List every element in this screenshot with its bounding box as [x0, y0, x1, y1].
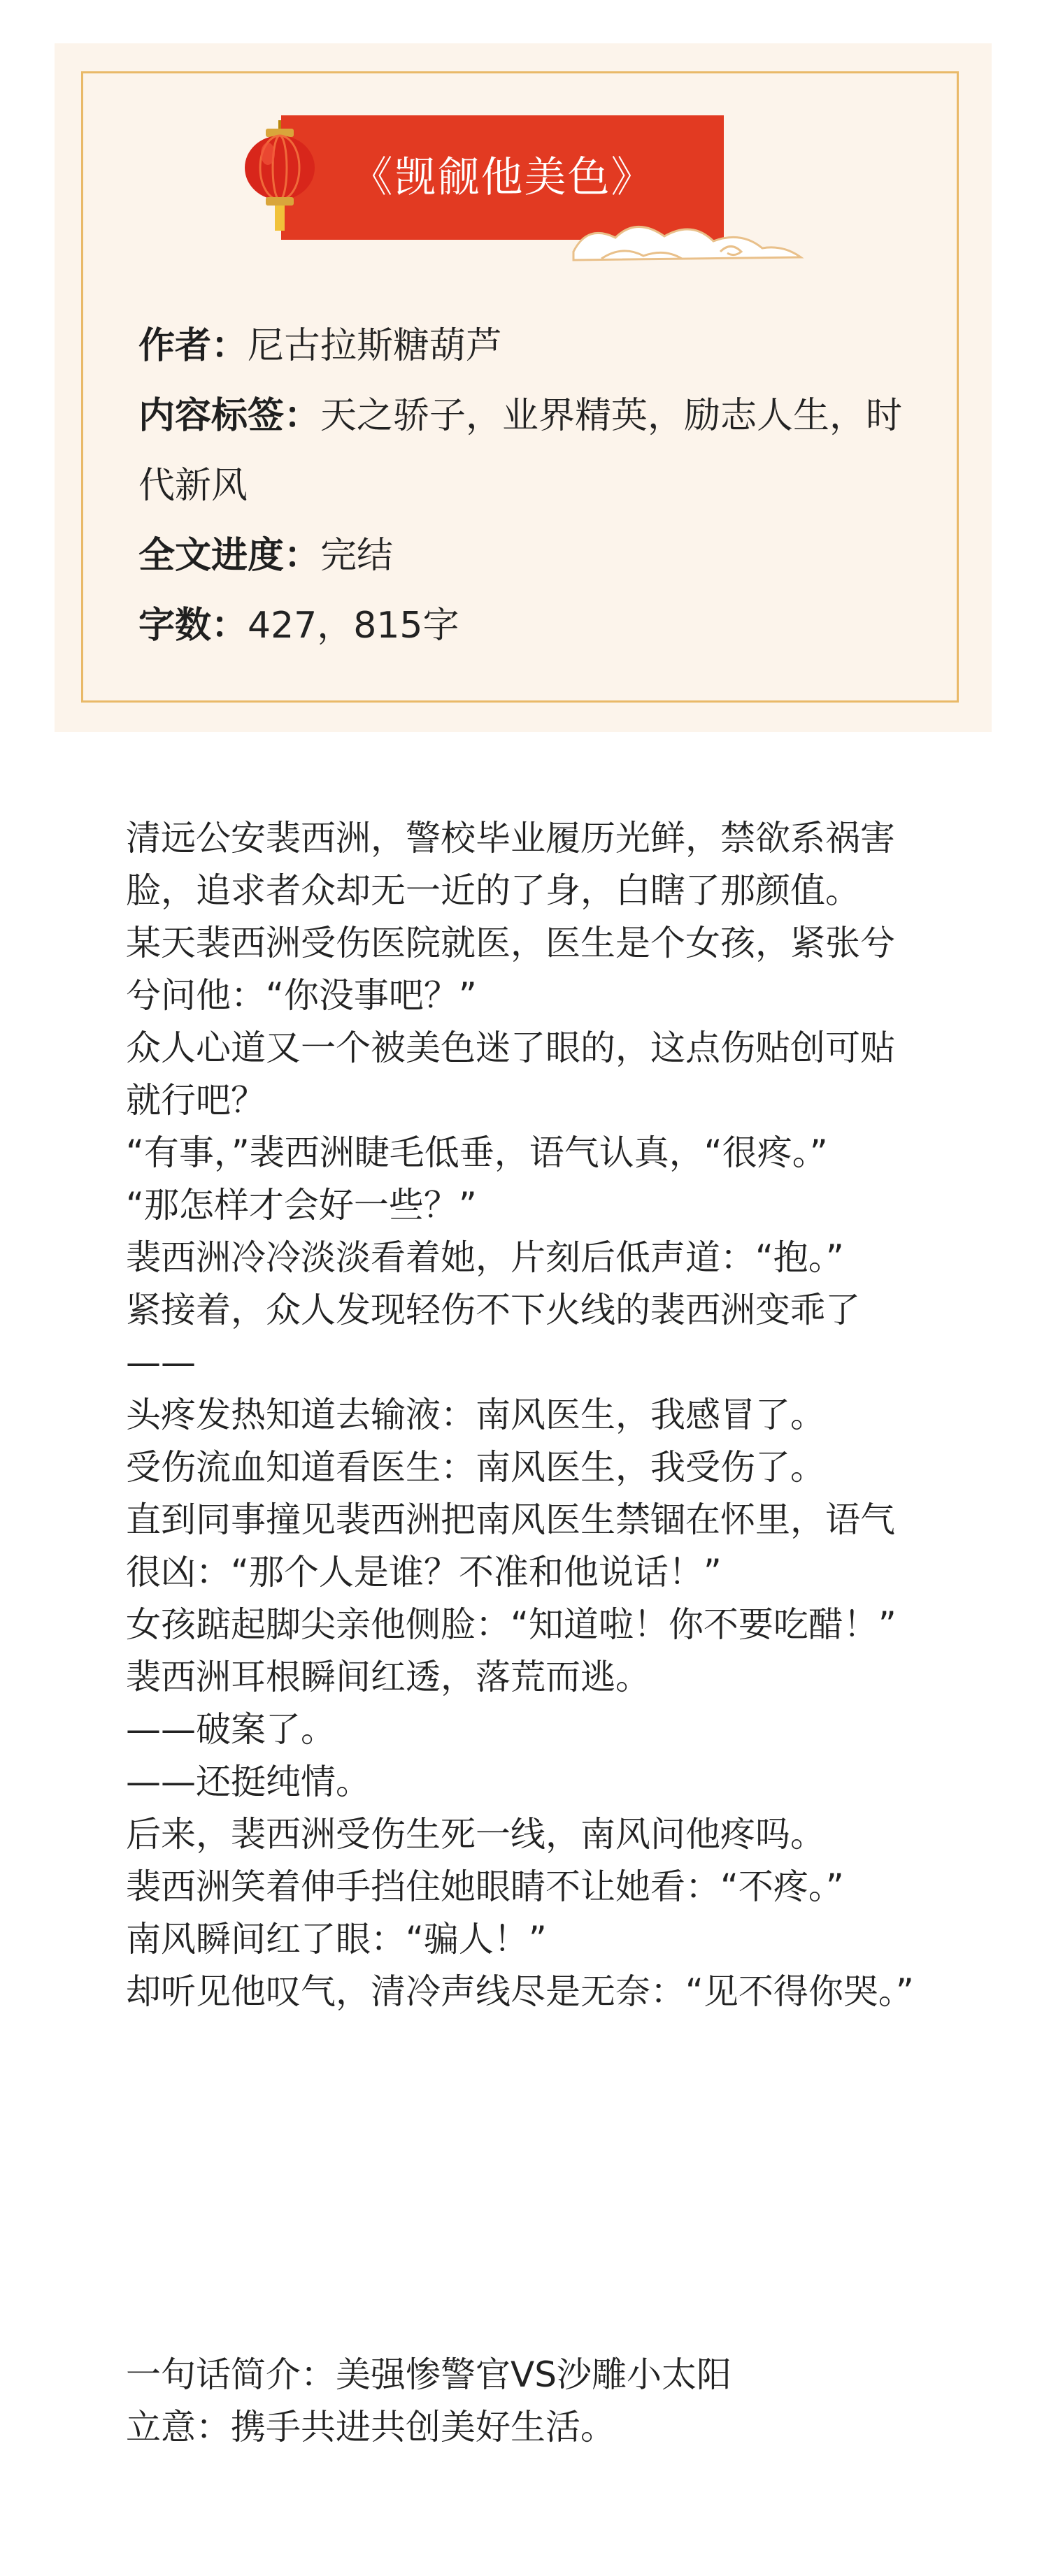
synopsis-paragraph: “有事，”裴西洲睫毛低垂，语气认真，“很疼。” — [126, 1132, 828, 1173]
synopsis-paragraph: 清远公安裴西洲，警校毕业履历光鲜，禁欲系祸害脸，追求者众却无一近的了身，白瞎了那颜值。 — [126, 818, 895, 911]
synopsis-paragraph: 却听见他叹气，清冷声线尽是无奈：“见不得你哭。” — [126, 1971, 914, 2012]
book-title: 《觊觎他美色》 — [350, 153, 655, 202]
book-info — [138, 311, 915, 661]
tags-value: 天之骄子，业界精英，励志人生，时代新风 — [138, 395, 903, 507]
synopsis-paragraph: 女孩踮起脚尖亲他侧脸：“知道啦！你不要吃醋！” — [126, 1604, 897, 1645]
progress-value: 完结 — [320, 535, 394, 577]
progress-row — [138, 521, 915, 591]
synopsis-paragraph: 某天裴西洲受伤医院就医，医生是个女孩，紧张兮兮问他：“你没事吧？” — [126, 923, 895, 1016]
synopsis-paragraph: 头疼发热知道去输液：南风医生，我感冒了。 — [126, 1395, 825, 1435]
summary — [126, 2349, 920, 2454]
synopsis-paragraph: “那怎样才会好一些？” — [126, 1185, 477, 1225]
synopsis-paragraph: 直到同事撞见裴西洲把南风医生禁锢在怀里，语气很凶：“那个人是谁？不准和他说话！” — [126, 1499, 895, 1592]
synopsis-paragraph: 裴西洲冷冷淡淡看着她，片刻后低声道：“抱。” — [126, 1237, 844, 1278]
lantern-icon — [241, 120, 318, 232]
synopsis-paragraph: 紧接着，众人发现轻伤不下火线的裴西洲变乖了—— — [126, 1290, 860, 1383]
synopsis-paragraph: 裴西洲耳根瞬间红透，落荒而逃。 — [126, 1657, 650, 1697]
synopsis-paragraph: ——破案了。 — [126, 1709, 336, 1750]
tags-row — [138, 381, 915, 521]
author-value: 尼古拉斯糖葫芦 — [248, 325, 503, 367]
theme-line: 立意：携手共进共创美好生活。 — [126, 2407, 615, 2447]
tags-label: 内容标签： — [138, 395, 321, 437]
word-count-row — [138, 591, 915, 661]
synopsis-paragraph: 受伤流血知道看医生：南风医生，我受伤了。 — [126, 1447, 825, 1488]
progress-label: 全文进度： — [138, 535, 321, 577]
word-count-value: 427，815字 — [248, 605, 459, 647]
synopsis-paragraph: 南风瞬间红了眼：“骗人！” — [126, 1919, 547, 1959]
author-row — [138, 311, 915, 381]
author-label: 作者： — [138, 325, 248, 367]
synopsis-paragraph: 众人心道又一个被美色迷了眼的，这点伤贴创可贴就行吧？ — [126, 1028, 895, 1121]
synopsis-paragraph: 裴西洲笑着伸手挡住她眼睛不让她看：“不疼。” — [126, 1866, 844, 1907]
one-line-summary: 一句话简介：美强惨警官VS沙雕小太阳 — [126, 2354, 732, 2395]
word-count-label: 字数： — [138, 605, 248, 647]
synopsis-paragraph: 后来，裴西洲受伤生死一线，南风问他疼吗。 — [126, 1814, 825, 1855]
synopsis — [126, 812, 920, 2018]
cloud-ornament-icon — [559, 210, 811, 273]
synopsis-paragraph: ——还挺纯情。 — [126, 1762, 371, 1802]
